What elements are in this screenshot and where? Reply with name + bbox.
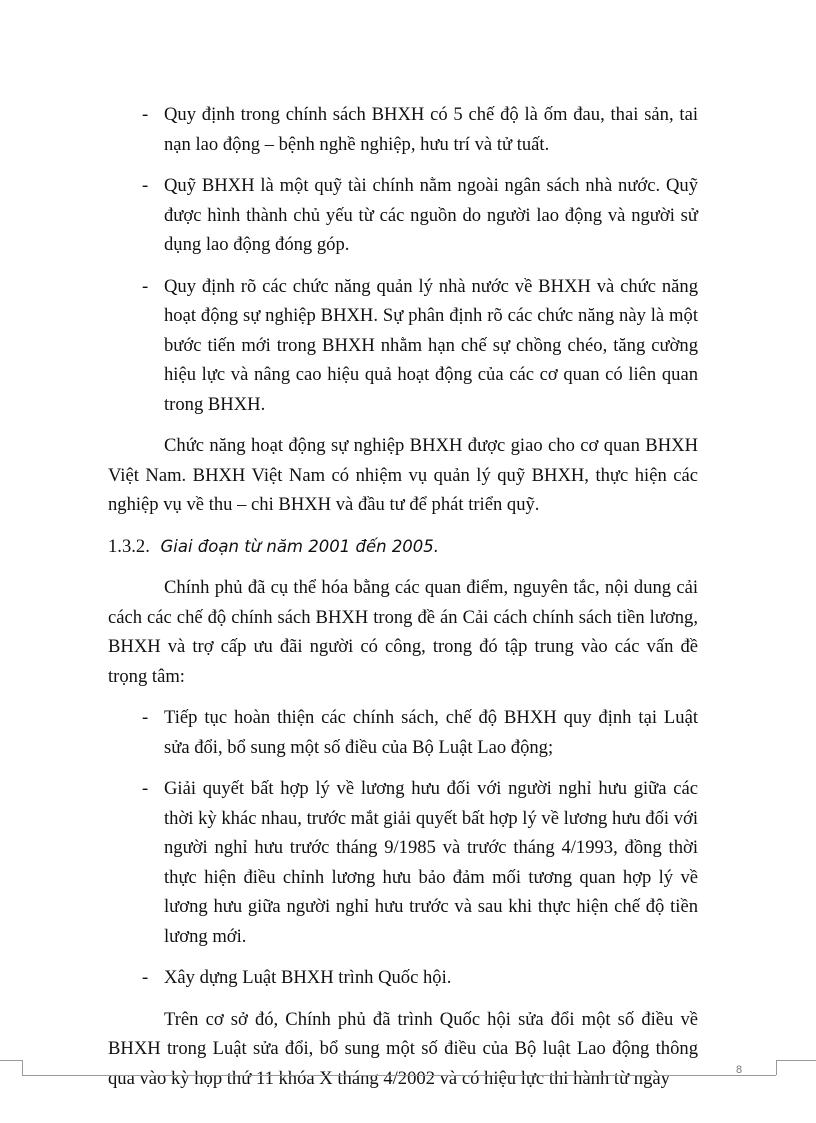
paragraph: Chức năng hoạt động sự nghiệp BHXH được giao cho cơ quan BHXH Việt Nam. BHXH Việt Nam có nhiệm vụ quản lý quỹ BHXH, thực hiện các nghiệp vụ về thu – chi BHXH và đầu tư để phát triển quỹ. xyxy=(108,435,698,515)
list-item xyxy=(108,272,698,420)
bullet-dash: - xyxy=(142,778,149,799)
page-number: 8 xyxy=(736,1064,743,1076)
footer-frame-line xyxy=(22,1060,23,1075)
page-body xyxy=(108,100,698,1105)
footer-frame-line xyxy=(776,1060,777,1075)
section-heading xyxy=(108,532,698,562)
paragraph: Trên cơ sở đó, Chính phủ đã trình Quốc hội sửa đổi một số điều về BHXH trong Luật sửa đổi, bổ sung một số điều của Bộ luật Lao động thông qua vào kỳ họp thứ 11 khóa X tháng 4/2002 và có hiệu lực thi hành từ ngày xyxy=(108,1008,698,1089)
section-title: Giai đoạn từ năm 2001 đến 2005. xyxy=(160,536,440,556)
footer-frame-line xyxy=(776,1060,816,1061)
list-item xyxy=(108,171,698,260)
list-item xyxy=(108,100,698,159)
paragraph: Chính phủ đã cụ thể hóa bằng các quan điểm, nguyên tắc, nội dung cải cách các chế độ chính sách BHXH trong đề án Cải cách chính sách tiền lương, BHXH và trợ cấp ưu đãi người có công, trong đó tập trung vào các vấn đề trọng tâm: xyxy=(108,577,698,687)
list-item xyxy=(108,703,698,762)
bullet-dash: - xyxy=(142,104,149,125)
bullet-text: Giải quyết bất hợp lý về lương hưu đối với người nghỉ hưu giữa các thời kỳ khác nhau, trước mắt giải quyết bất hợp lý về lương hưu đối với người nghỉ hưu trước tháng 9/1985 và trước tháng 4/1993, đồng thời thực hiện điều chỉnh lương hưu bảo đảm mối tương quan hợp lý về lương hưu giữa người nghỉ hưu trước và sau khi thực hiện chế độ tiền lương mới. xyxy=(164,778,698,947)
list-item xyxy=(108,774,698,951)
footer-frame-line xyxy=(0,1060,22,1061)
bullet-text: Tiếp tục hoàn thiện các chính sách, chế độ BHXH quy định tại Luật sửa đổi, bổ sung một số điều của Bộ Luật Lao động; xyxy=(164,707,698,758)
bullet-text: Quy định rõ các chức năng quản lý nhà nước về BHXH và chức năng hoạt động sự nghiệp BHXH. Sự phân định rõ các chức năng này là một bước tiến mới trong BHXH nhằm hạn chế sự chồng chéo, tăng cường hiệu lực và nâng cao hiệu quả hoạt động của các cơ quan có liên quan trong BHXH. xyxy=(164,275,698,415)
bullet-dash: - xyxy=(142,175,149,196)
bullet-dash: - xyxy=(142,275,149,297)
bullet-dash: - xyxy=(142,707,149,728)
section-number: 1.3.2. xyxy=(108,535,150,557)
list-item xyxy=(108,963,698,993)
bullet-text: Xây dựng Luật BHXH trình Quốc hội. xyxy=(164,967,452,988)
footer-divider xyxy=(22,1075,776,1076)
bullet-text: Quỹ BHXH là một quỹ tài chính nằm ngoài ngân sách nhà nước. Quỹ được hình thành chủ yếu từ các nguồn do người lao động và người sử dụng lao động đóng góp. xyxy=(164,175,698,255)
bullet-dash: - xyxy=(142,967,149,988)
bullet-text: Quy định trong chính sách BHXH có 5 chế độ là ốm đau, thai sản, tai nạn lao động – bệnh nghề nghiệp, hưu trí và tử tuất. xyxy=(164,104,698,155)
